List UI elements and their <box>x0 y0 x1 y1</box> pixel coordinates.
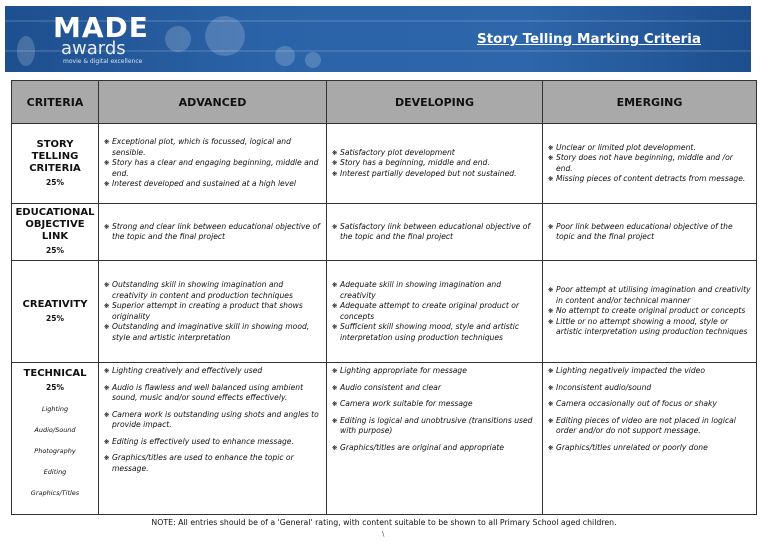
criteria-label: EDUCATIONAL OBJECTIVE LINK <box>15 207 95 242</box>
list-item: ❋ Little or no attempt showing a mood, style or artistic interpretation using production techniques <box>548 317 751 338</box>
list-item: ❋ Sufficient skill showing mood, style and artistic interpretation using production techniques <box>332 322 537 343</box>
logo-made: MADE <box>53 11 149 44</box>
developing-cell <box>327 124 543 204</box>
criteria-label: TECHNICAL <box>23 368 87 379</box>
list-item: ❋ Audio consistent and clear <box>332 383 537 394</box>
camera-silhouette-icon <box>165 26 191 52</box>
list-item: ❋ Inconsistent audio/sound <box>548 383 751 394</box>
technical-sub-item: Photography <box>34 447 76 455</box>
list-item: ❋ Audio is flawless and well balanced using ambient sound, music and/or sound effects effectively. <box>104 383 321 404</box>
criteria-cell <box>12 204 99 261</box>
technical-sub-item: Lighting <box>41 405 69 413</box>
developing-cell <box>327 363 543 515</box>
technical-sub-item: Graphics/Titles <box>30 489 80 497</box>
wheel-silhouette-icon <box>305 52 321 68</box>
criteria-weight: 25% <box>46 177 64 187</box>
footer-note: NOTE: All entries should be of a 'General' rating, with content suitable to be shown to all Primary School aged children. <box>151 518 617 527</box>
table-row <box>12 363 757 515</box>
advanced-cell <box>99 261 327 363</box>
list-item: ❋ Graphics/titles are used to enhance the topic or message. <box>104 453 321 474</box>
criteria-weight: 25% <box>46 383 64 392</box>
cameraman-silhouette-icon <box>205 16 245 56</box>
list-item: ❋ Story does not have beginning, middle and /or end. <box>548 153 751 174</box>
list-item: ❋ Satisfactory link between educational objective of the topic and the final project <box>332 222 537 243</box>
criteria-weight: 25% <box>46 313 64 323</box>
emerging-cell <box>543 363 757 515</box>
list-item: ❋ Missing pieces of content detracts from message. <box>548 174 751 185</box>
list-item: ❋ Interest developed and sustained at a high level <box>104 179 321 190</box>
list-item: ❋ Lighting negatively impacted the video <box>548 366 751 377</box>
list-item: ❋ Superior attempt in creating a product that shows originality <box>104 301 321 322</box>
list-item: ❋ Lighting creatively and effectively used <box>104 366 321 377</box>
list-item: ❋ Exceptional plot, which is focussed, logical and sensible. <box>104 137 321 158</box>
list-item: ❋ Editing is effectively used to enhance message. <box>104 437 321 448</box>
table-row <box>12 204 757 261</box>
list-item: ❋ Adequate skill in showing imagination and creativity <box>332 280 537 301</box>
page-title: Story Telling Marking Criteria <box>476 31 701 47</box>
list-item: ❋ Outstanding skill in showing imagination and creativity in content and production techniques <box>104 280 321 301</box>
list-item: ❋ Story has a clear and engaging beginning, middle and end. <box>104 158 321 179</box>
list-item: ❋ Camera work is outstanding using shots and angles to provide impact. <box>104 410 321 431</box>
list-item: ❋ Poor link between educational objective of the topic and the final project <box>548 222 751 243</box>
table-row <box>12 261 757 363</box>
criteria-label: CREATIVITY <box>22 298 88 310</box>
technical-sub-item: Audio/Sound <box>34 426 76 434</box>
column-header-advanced: ADVANCED <box>99 81 327 124</box>
developing-cell <box>327 204 543 261</box>
list-item: ❋ Outstanding and imaginative skill in showing mood, style and artistic interpretation <box>104 322 321 343</box>
emerging-cell <box>543 204 757 261</box>
list-item: ❋ Graphics/titles unrelated or poorly done <box>548 443 751 454</box>
logo-awards: awards <box>61 38 126 59</box>
list-item: ❋ Strong and clear link between educational objective of the topic and the final project <box>104 222 321 243</box>
advanced-cell <box>99 124 327 204</box>
list-item: ❋ Unclear or limited plot development. <box>548 143 751 154</box>
list-item: ❋ Adequate attempt to create original product or concepts <box>332 301 537 322</box>
marking-criteria-table <box>11 80 757 515</box>
advanced-cell <box>99 204 327 261</box>
list-item: ❋ Story has a beginning, middle and end. <box>332 158 537 169</box>
list-item: ❋ Editing is logical and unobtrusive (transitions used with purpose) <box>332 416 537 437</box>
list-item: ❋ Satisfactory plot development <box>332 148 537 159</box>
runner-silhouette-icon <box>17 36 35 66</box>
footer-mark: \ <box>382 530 385 538</box>
list-item: ❋ Interest partially developed but not sustained. <box>332 169 537 180</box>
criteria-cell <box>12 124 99 204</box>
table-row <box>12 124 757 204</box>
technical-sub-item: Editing <box>43 468 67 476</box>
emerging-cell <box>543 261 757 363</box>
header-banner <box>5 6 751 72</box>
list-item: ❋ No attempt to create original product or concepts <box>548 306 751 317</box>
list-item: ❋ Lighting appropriate for message <box>332 366 537 377</box>
list-item: ❋ Graphics/titles are original and appropriate <box>332 443 537 454</box>
list-item: ❋ Poor attempt at utilising imagination and creativity in content and/or technical manner <box>548 285 751 306</box>
column-header-criteria: CRITERIA <box>12 81 99 124</box>
emerging-cell <box>543 124 757 204</box>
criteria-label: STORY TELLING CRITERIA <box>29 138 81 174</box>
advanced-cell <box>99 363 327 515</box>
criteria-cell <box>12 261 99 363</box>
developing-cell <box>327 261 543 363</box>
list-item: ❋ Editing pieces of video are not placed in logical order and/or do not support message. <box>548 416 751 437</box>
column-header-emerging: EMERGING <box>543 81 757 124</box>
column-header-developing: DEVELOPING <box>327 81 543 124</box>
criteria-weight: 25% <box>46 246 64 255</box>
logo-tagline: movie & digital excellence <box>63 58 143 65</box>
list-item: ❋ Camera work suitable for message <box>332 399 537 410</box>
header-row <box>12 81 757 124</box>
cyclist-silhouette-icon <box>275 46 295 66</box>
list-item: ❋ Camera occasionally out of focus or shaky <box>548 399 751 410</box>
criteria-cell <box>12 363 99 515</box>
